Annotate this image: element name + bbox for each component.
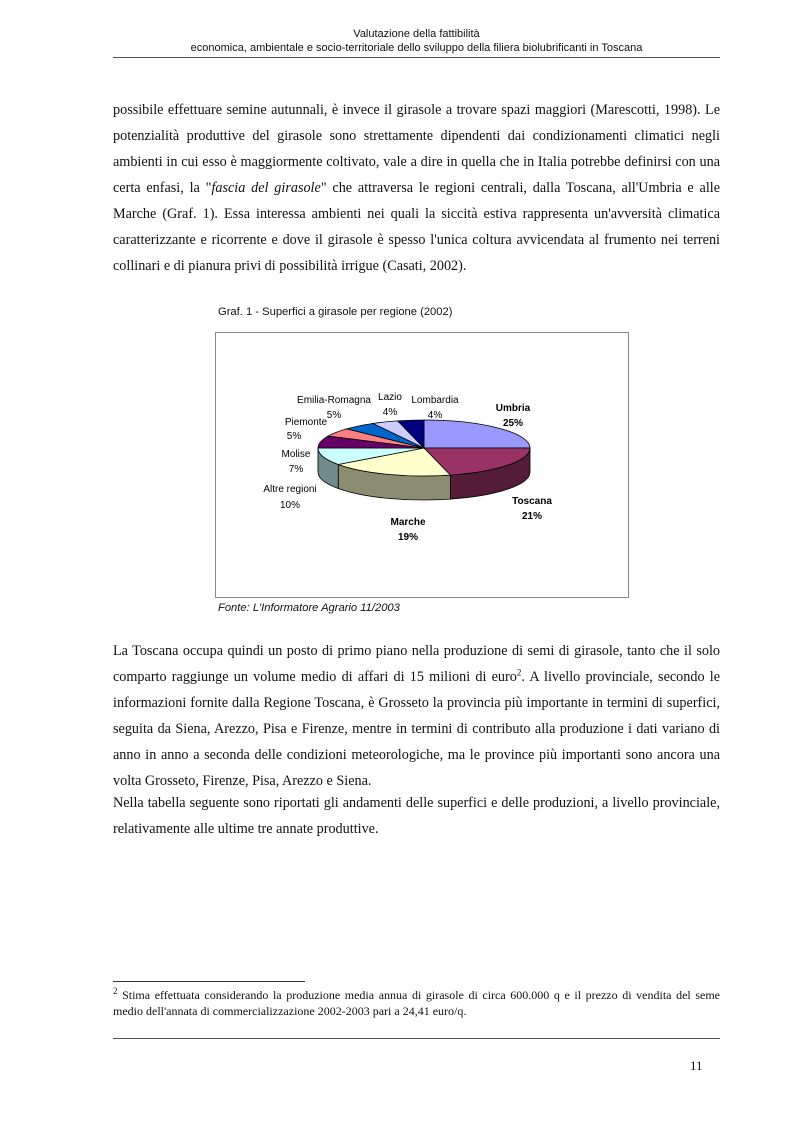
pie-pct-lombardia: 4% bbox=[427, 410, 443, 421]
paragraph-3: Nella tabella seguente sono riportati gli andamenti delle superfici e delle produzioni, a livello provinciale, relativamente alle ultime tre annate produttive. bbox=[113, 795, 720, 837]
pie-label-lombardia: Lombardia bbox=[411, 395, 459, 406]
paragraph-1-text-b: " che attraversa le regioni centrali, dalla Toscana, all'Umbria e alle Marche (Graf. 1). Essa interessa ambienti nei quali la siccità estiva rappresenta un'avversità climatica caratterizzante e ricorrente e dove il girasole è spesso l'unica coltura avvicendata al frumento nei terreni collinari e di pianura privi di possibilità irrigue (Casati, 2002). bbox=[113, 180, 721, 274]
paragraph-1-text-a: possibile effettuare semine autunnali, è invece il girasole a trovare spazi maggiori (Marescotti, 1998). Le potenzialità produttive del girasole sono strettamente dipendenti dai condizionamenti climatici negli ambienti in cui esso è maggiormente coltivato, vale a dire in quella che in Italia potrebbe definirsi con una certa enfasi, la " bbox=[113, 102, 720, 196]
pie-pct-marche: 19% bbox=[397, 532, 419, 543]
footnote-reference: 2 bbox=[516, 667, 522, 678]
pie-label-marche: Marche bbox=[390, 517, 426, 528]
pie-label-molise: Molise bbox=[281, 449, 311, 460]
pie-pct-lazio: 4% bbox=[382, 407, 398, 418]
footnote-number: 2 bbox=[113, 986, 118, 996]
paragraph-2 bbox=[113, 638, 720, 794]
header-title-line1: Valutazione della fattibilità bbox=[353, 28, 480, 40]
pie-pct-umbria: 25% bbox=[502, 418, 524, 429]
pie-slices bbox=[318, 420, 530, 476]
pie-label-emilia-romagna: Emilia-Romagna bbox=[297, 395, 371, 406]
pie-pct-molise: 7% bbox=[288, 464, 304, 475]
pie-label-toscana: Toscana bbox=[512, 496, 552, 507]
footer-divider bbox=[113, 1038, 720, 1039]
paragraph-2-text-a: La Toscana occupa quindi un posto di primo piano nella produzione di semi di girasole, tanto che il solo comparto raggiunge un volume medio di affari di 15 milioni di euro bbox=[113, 643, 720, 685]
footnote-separator bbox=[113, 981, 305, 982]
paragraph-1-emphasis: fascia del girasole bbox=[211, 180, 321, 196]
running-header bbox=[113, 27, 720, 55]
chart-caption: Graf. 1 - Superfici a girasole per regione (2002) bbox=[218, 306, 453, 318]
chart-source: Fonte: L'Informatore Agrario 11/2003 bbox=[218, 602, 400, 614]
header-divider bbox=[113, 57, 720, 58]
pie-chart bbox=[216, 333, 628, 597]
paragraph-1 bbox=[113, 97, 720, 279]
page-number: 11 bbox=[690, 1058, 703, 1073]
pie-pct-piemonte: 5% bbox=[286, 431, 302, 442]
pie-label-altre-regioni: Altre regioni bbox=[263, 484, 317, 495]
footnote bbox=[113, 987, 720, 1019]
footnote-text: Stima effettuata considerando la produzione media annua di girasole di circa 600.000 q e il prezzo di vendita del seme medio dell'annata di commercializzazione 2002-2003 pari a 24,41 euro/q. bbox=[113, 988, 720, 1018]
pie-pct-altre-regioni: 10% bbox=[279, 500, 301, 511]
pie-pct-toscana: 21% bbox=[521, 511, 543, 522]
paragraph-2-text-b: . A livello provinciale, secondo le informazioni fornite dalla Regione Toscana, è Grosseto la provincia più importante in termini di superfici, seguita da Siena, Arezzo, Pisa e Firenze, mentre in termini di contributo alla produzione i dati variano di anno in anno a seconda delle condizioni meteorologiche, ma le province più importanti sono ancora una volta Grosseto, Firenze, Pisa, Arezzo e Siena. bbox=[113, 669, 720, 789]
pie-chart-frame bbox=[215, 332, 629, 598]
pie-label-piemonte: Piemonte bbox=[284, 417, 328, 428]
pie-label-lazio: Lazio bbox=[378, 392, 402, 403]
header-title-line2: economica, ambientale e socio-territoriale dello sviluppo della filiera biolubrificanti in Toscana bbox=[190, 42, 643, 54]
pie-pct-emilia-romagna: 5% bbox=[326, 410, 342, 421]
pie-label-umbria: Umbria bbox=[495, 403, 531, 414]
